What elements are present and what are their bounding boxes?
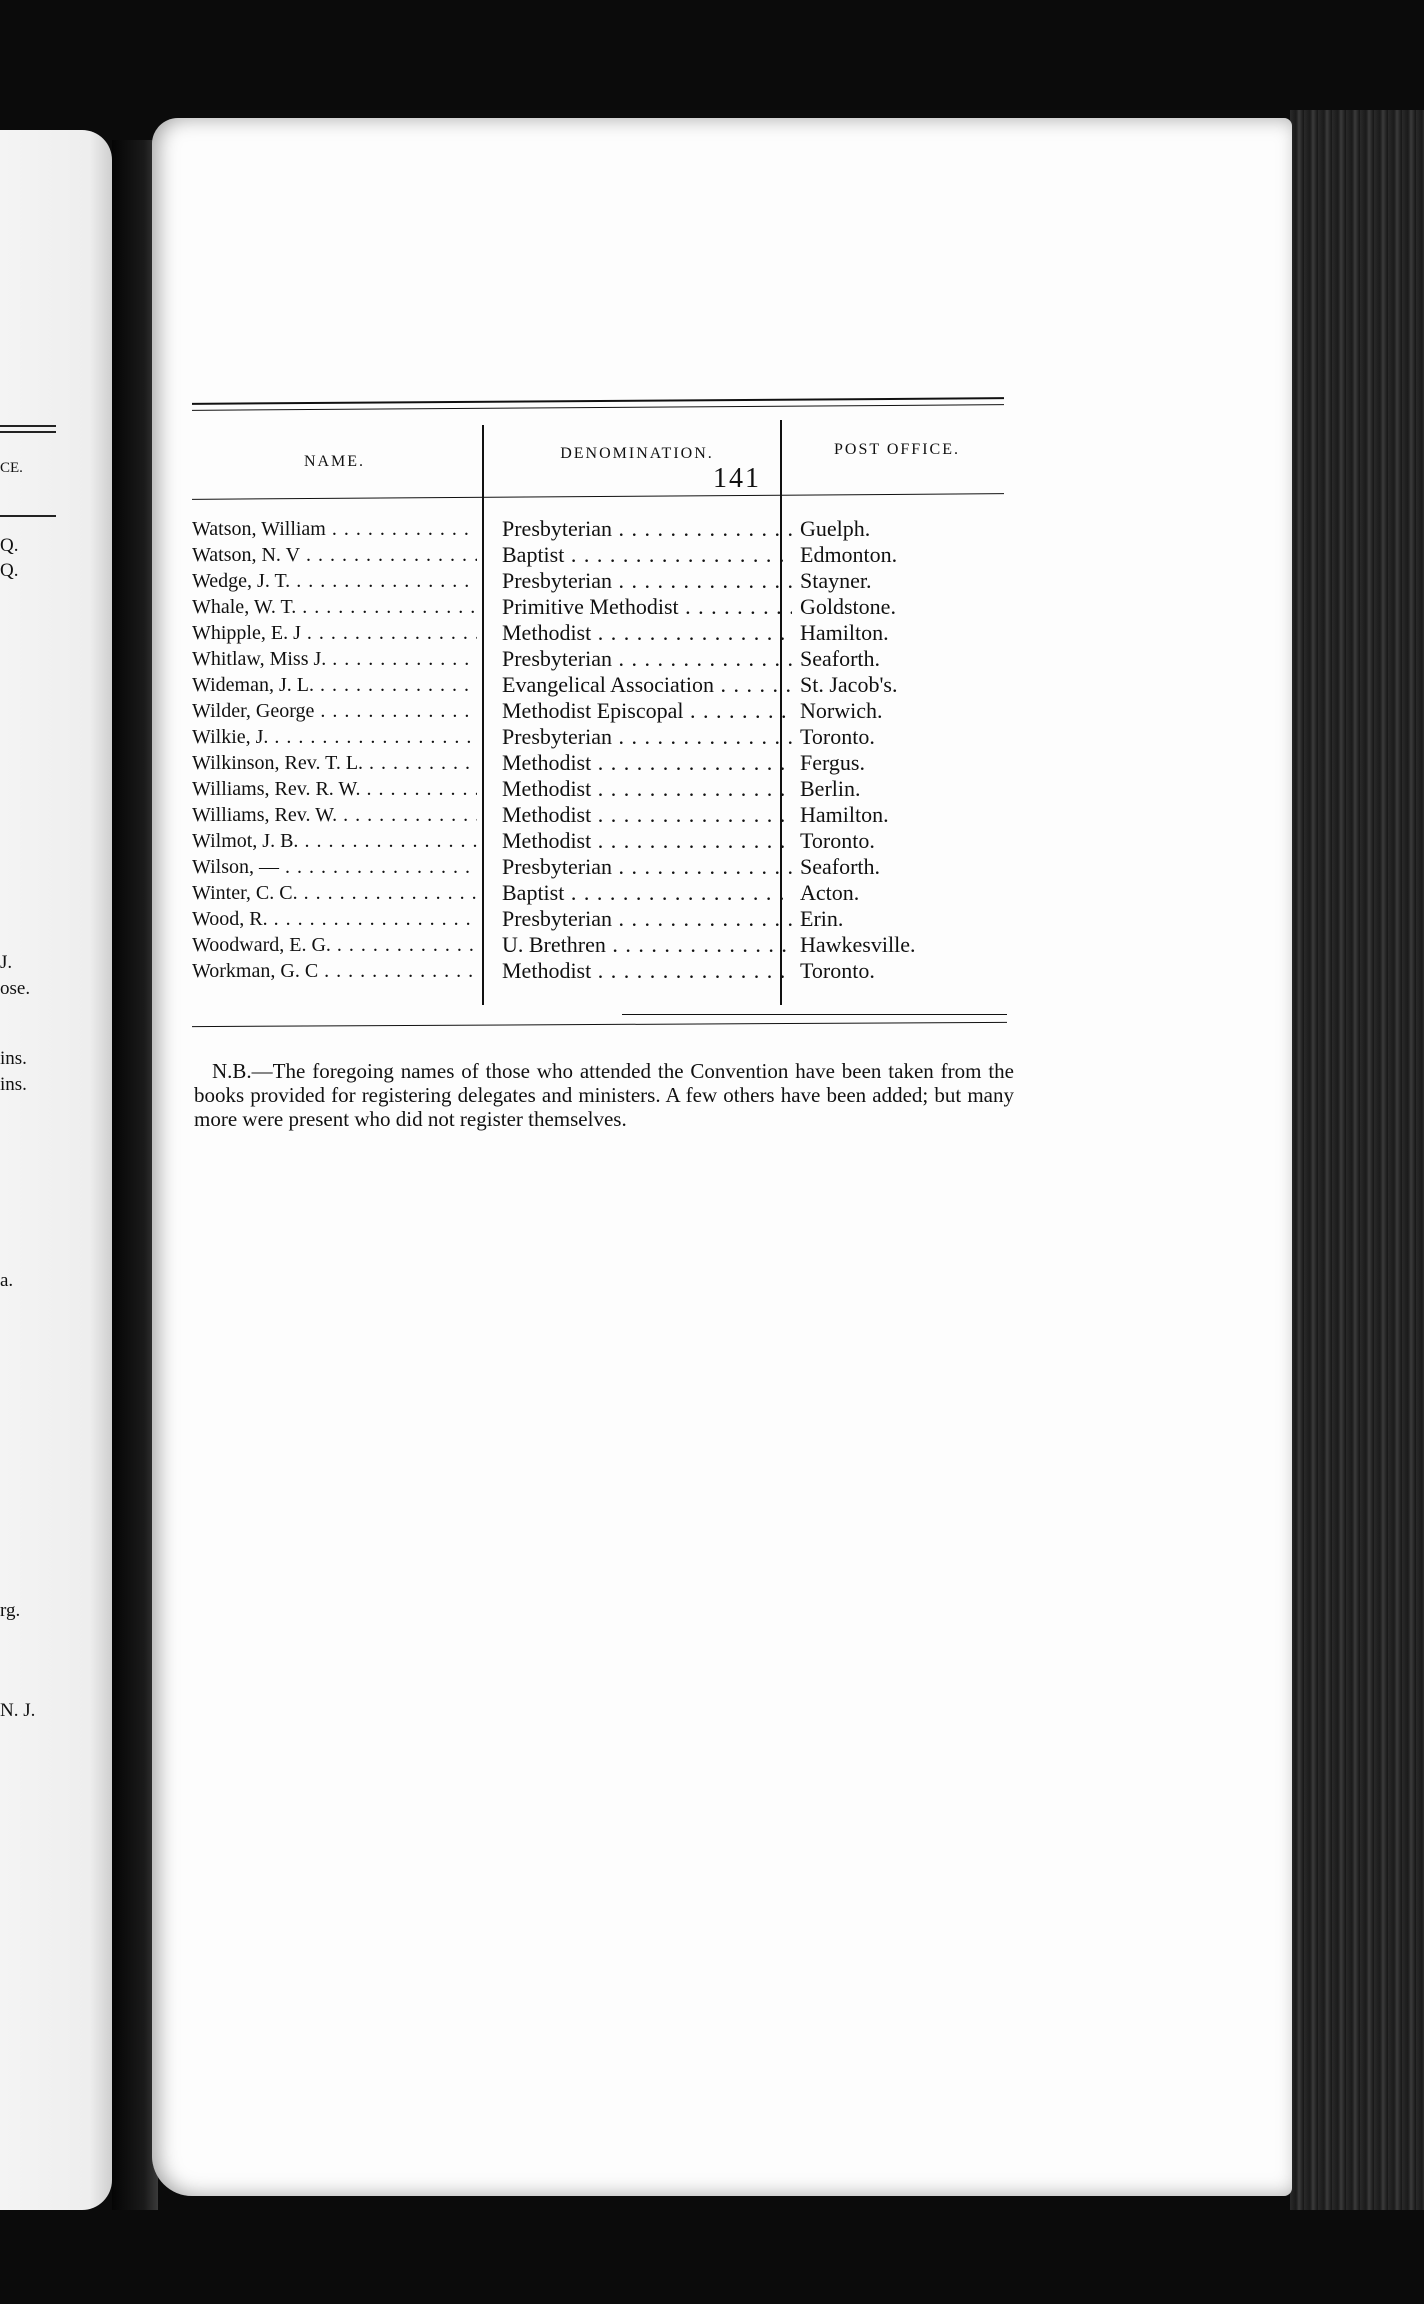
row-denomination: Presbyterian . . . [502, 646, 792, 672]
row-post-office: Toronto. [800, 828, 875, 853]
table-row [152, 854, 1292, 880]
row-denomination: Presbyterian . . . [502, 854, 792, 880]
row-denomination: Methodist . . . [502, 828, 792, 854]
table-row [152, 828, 1292, 854]
row-name: Wood, R. . . . [192, 906, 477, 932]
left-page-fragment [0, 130, 112, 2210]
page-number: 141 [713, 463, 761, 494]
row-name: Whipple, E. J . . . [192, 620, 477, 646]
left-fragment-text: ins. [0, 1074, 27, 1095]
left-page-rule [0, 431, 56, 433]
row-denomination: Methodist . . . [502, 750, 792, 776]
row-name: Wilmot, J. B. . . . [192, 828, 477, 854]
row-name: Watson, N. V . . . [192, 542, 477, 568]
row-post-office: Guelph. [800, 516, 871, 541]
table-row [152, 802, 1292, 828]
row-post-office: Hawkesville. [800, 932, 916, 957]
row-denomination: Baptist . . . [502, 542, 792, 568]
row-post-office: St. Jacob's. [800, 672, 898, 697]
row-post-office: Toronto. [800, 724, 875, 749]
table-row [152, 542, 1292, 568]
row-name: Wilson, — . . . [192, 854, 477, 880]
column-header-denomination: DENOMINATION. [560, 445, 714, 462]
table-row [152, 646, 1292, 672]
left-fragment-text: ose. [0, 978, 31, 999]
row-post-office: Seaforth. [800, 646, 881, 671]
row-post-office: Toronto. [800, 958, 875, 983]
table-row [152, 516, 1292, 542]
row-post-office: Hamilton. [800, 802, 889, 827]
table-row [152, 724, 1292, 750]
left-fragment-text: Q. [0, 535, 19, 556]
row-denomination: Evangelical Association . . . [502, 672, 792, 698]
row-name: Workman, G. C . . . [192, 958, 477, 984]
row-name: Winter, C. C. . . . [192, 880, 477, 906]
row-post-office: Acton. [800, 880, 860, 905]
page-edges [1290, 110, 1424, 2210]
column-header-post-office: POST OFFICE. [834, 441, 960, 458]
left-fragment-text: N. J. [0, 1700, 36, 1721]
row-name: Williams, Rev. W. . . . [192, 802, 477, 828]
table-top-rule [192, 397, 1004, 405]
table-row [152, 568, 1292, 594]
table-row [152, 750, 1292, 776]
row-post-office: Norwich. [800, 698, 883, 723]
left-fragment-text: ins. [0, 1048, 27, 1069]
table-bottom-rule [622, 1014, 1007, 1015]
row-post-office: Stayner. [800, 568, 872, 593]
table-row [152, 958, 1292, 984]
table-row [152, 672, 1292, 698]
row-post-office: Hamilton. [800, 620, 889, 645]
left-page-rule [0, 425, 56, 427]
row-name: Wilder, George . . . [192, 698, 477, 724]
left-fragment-text: Q. [0, 560, 19, 581]
row-denomination: Methodist . . . [502, 958, 792, 984]
table-row [152, 776, 1292, 802]
row-name: Wilkinson, Rev. T. L. . . . [192, 750, 477, 776]
row-post-office: Edmonton. [800, 542, 898, 567]
row-name: Wedge, J. T. . . . [192, 568, 477, 594]
left-page-rule [0, 515, 56, 517]
row-name: Williams, Rev. R. W. . . . [192, 776, 477, 802]
left-fragment-text: CE. [0, 460, 23, 476]
row-denomination: Baptist . . . [502, 880, 792, 906]
left-fragment-text: a. [0, 1270, 14, 1291]
row-denomination: Methodist . . . [502, 776, 792, 802]
left-fragment-text: J. [0, 952, 13, 973]
row-denomination: Methodist . . . [502, 802, 792, 828]
row-post-office: Seaforth. [800, 854, 881, 879]
header-rule [192, 493, 1004, 500]
row-name: Wilkie, J. . . . [192, 724, 477, 750]
row-post-office: Berlin. [800, 776, 861, 801]
row-denomination: Presbyterian . . . [502, 568, 792, 594]
row-denomination: Presbyterian . . . [502, 516, 792, 542]
table-row [152, 594, 1292, 620]
table-row [152, 698, 1292, 724]
row-denomination: Presbyterian . . . [502, 906, 792, 932]
row-post-office: Fergus. [800, 750, 865, 775]
page [152, 118, 1292, 2196]
table-top-rule [192, 404, 1004, 411]
row-denomination: Methodist Episcopal . . . [502, 698, 792, 724]
column-header-name: NAME. [303, 453, 366, 470]
table-bottom-rule [192, 1022, 1007, 1027]
row-denomination: Methodist . . . [502, 620, 792, 646]
row-name: Whale, W. T. . . . [192, 594, 477, 620]
row-denomination: Presbyterian . . . [502, 724, 792, 750]
table-row [152, 880, 1292, 906]
table-row [152, 906, 1292, 932]
row-name: Wideman, J. L. . . . [192, 672, 477, 698]
row-post-office: Erin. [800, 906, 844, 931]
row-denomination: U. Brethren . . . [502, 932, 792, 958]
footnote: N.B.—The foregoing names of those who attended the Convention have been taken from the books provided for registering delegates and ministers. A few others have been added; but many more were present who did not register themselves. [194, 1059, 1014, 1131]
table-row [152, 932, 1292, 958]
row-name: Woodward, E. G. . . . [192, 932, 477, 958]
row-post-office: Goldstone. [800, 594, 896, 619]
row-denomination: Primitive Methodist . . . [502, 594, 792, 620]
table-row [152, 620, 1292, 646]
row-name: Whitlaw, Miss J. . . . [192, 646, 477, 672]
row-name: Watson, William . . . [192, 516, 477, 542]
left-fragment-text: rg. [0, 1600, 21, 1621]
